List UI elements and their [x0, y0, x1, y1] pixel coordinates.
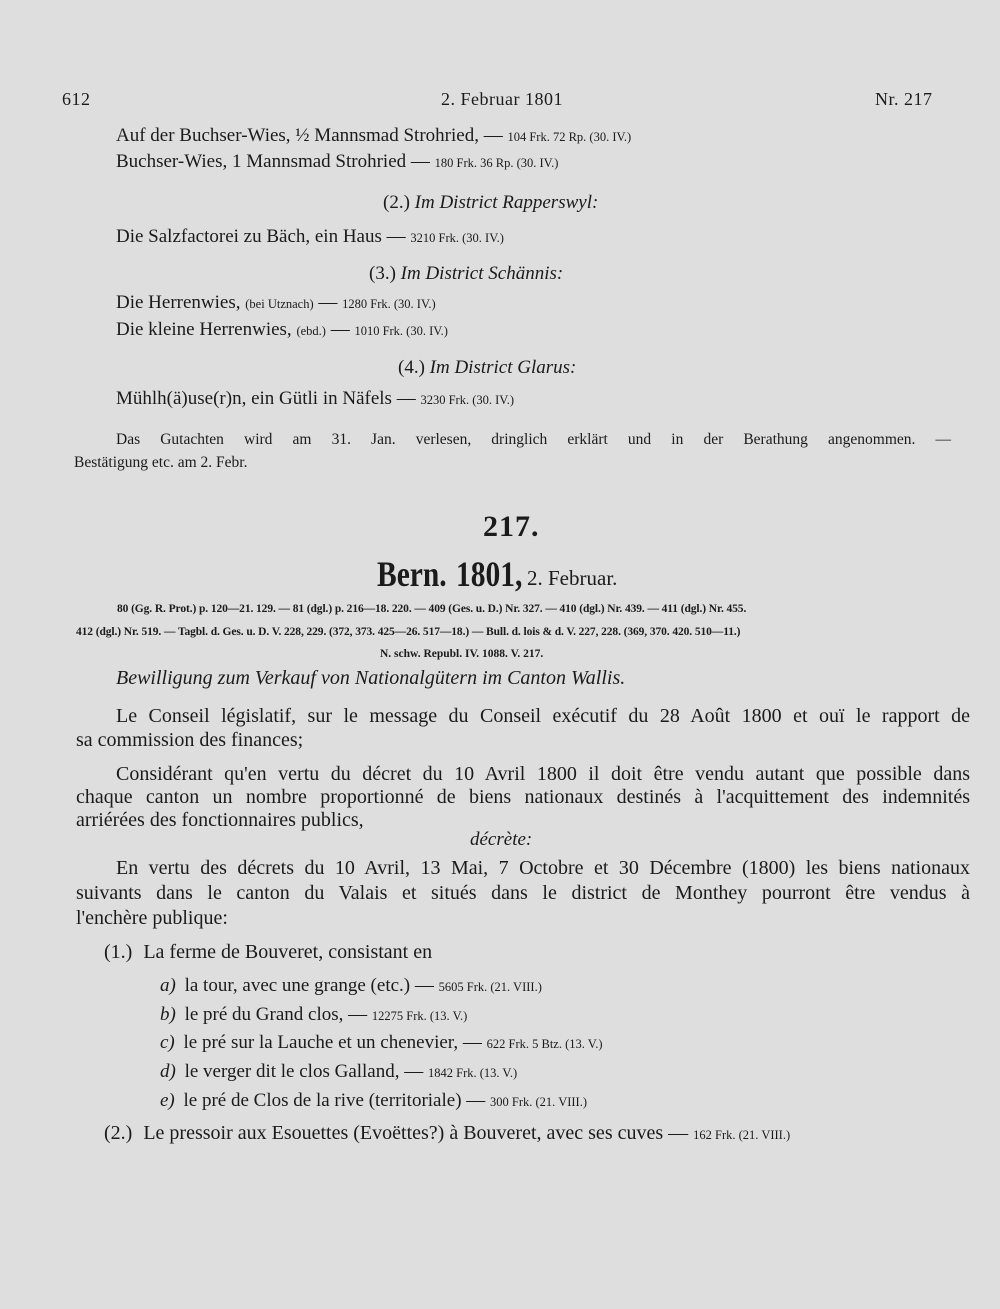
item-number: (1.)	[104, 941, 133, 963]
paragraph-3-line-2: suivants dans le canton du Valais et situés dans le district de Monthey pourront être vendus à	[76, 882, 970, 904]
line-text: Mühlh(ä)use(r)n, ein Gütli in Näfels	[116, 388, 392, 409]
prev-line-5	[116, 320, 448, 339]
dash: —	[330, 319, 350, 340]
running-header-doc-ref: Nr. 217	[875, 89, 933, 109]
line-text: Die Salzfactorei zu Bäch, ein Haus	[116, 226, 382, 247]
paragraph-3-line-1: En vertu des décrets du 10 Avril, 13 Mai, 7 Octobre et 30 Décembre (1800) les biens nationaux	[116, 857, 970, 879]
district-heading-schaennis	[369, 264, 563, 283]
subitem-letter: a)	[160, 975, 176, 996]
amount: 1280 Frk. (30. IV.)	[342, 297, 436, 311]
dash: —	[462, 1032, 482, 1053]
document-date: 2. Februar.	[527, 566, 618, 590]
line-text: Auf der Buchser-Wies, ½ Mannsmad Strohried,	[116, 125, 479, 146]
district-number: (2.)	[383, 192, 410, 213]
subitem-text: le pré sur la Lauche et un chenevier,	[183, 1032, 459, 1053]
amount: 300 Frk. (21. VIII.)	[490, 1095, 588, 1109]
note: (ebd.)	[296, 324, 326, 338]
page-number: 612	[62, 89, 91, 109]
document-number: 217.	[483, 510, 540, 543]
district-name: Im District Glarus:	[429, 357, 577, 378]
subitem-b	[160, 1005, 467, 1024]
subitem-text: le pré du Grand clos,	[184, 1004, 344, 1025]
line-text: Buchser-Wies, 1 Mannsmad Strohried	[116, 151, 407, 172]
district-heading-glarus	[398, 358, 576, 377]
district-name: Im District Schännis:	[400, 263, 564, 284]
running-header-date: 2. Februar 1801	[441, 89, 563, 109]
paragraph-3-line-3: l'enchère publique:	[76, 907, 228, 929]
source-refs-line-2: 412 (dgl.) Nr. 519. — Tagbl. d. Ges. u. D. V. 228, 229. (372, 373. 425—26. 517—18.) — Bull. d. lois & d. V. 227, 228. (369, 370. 420. 510—11.)	[76, 626, 741, 638]
item-text: La ferme de Bouveret, consistant en	[143, 941, 433, 963]
amount: 5605 Frk. (21. VIII.)	[438, 980, 542, 994]
prev-line-2	[116, 152, 558, 171]
dash: —	[483, 125, 503, 146]
amount: 1842 Frk. (13. V.)	[428, 1066, 518, 1080]
dash: —	[466, 1090, 486, 1111]
dash: —	[396, 388, 416, 409]
prev-line-3	[116, 227, 504, 246]
district-number: (4.)	[398, 357, 425, 378]
amount: 1010 Frk. (30. IV.)	[354, 324, 448, 338]
gutachten-line-1: Das Gutachten wird am 31. Jan. verlesen, dringlich erklärt und in der Berathung angenommen. —	[116, 431, 951, 448]
document-place: Bern.	[377, 554, 447, 594]
item-2	[104, 1123, 790, 1143]
prev-line-1	[116, 126, 631, 145]
dash: —	[410, 151, 430, 172]
amount: 104 Frk. 72 Rp. (30. IV.)	[507, 130, 632, 144]
source-refs-line-1: 80 (Gg. R. Prot.) p. 120—21. 129. — 81 (dgl.) p. 216—18. 220. — 409 (Ges. u. D.) Nr. 327. — 410 (dgl.) Nr. 439. — 411 (dgl.) Nr. 455.	[117, 603, 747, 615]
note: (bei Utznach)	[245, 297, 314, 311]
subitem-letter: e)	[160, 1090, 175, 1111]
paragraph-2-line-1: Considérant qu'en vertu du décret du 10 Avril 1800 il doit être vendu autant que possible dans	[116, 763, 970, 785]
subitem-text: le pré de Clos de la rive (territoriale)	[183, 1090, 462, 1111]
subitem-text: la tour, avec une grange (etc.)	[184, 975, 411, 996]
subitem-e	[160, 1091, 587, 1110]
subitem-letter: b)	[160, 1004, 176, 1025]
item-number: (2.)	[104, 1122, 133, 1144]
district-name: Im District Rapperswyl:	[414, 192, 599, 213]
subitem-c	[160, 1033, 603, 1052]
decrete-label: décrète:	[470, 829, 533, 850]
district-number: (3.)	[369, 263, 396, 284]
dash: —	[404, 1061, 424, 1082]
dash: —	[386, 226, 406, 247]
dash: —	[414, 975, 434, 996]
dash: —	[668, 1122, 689, 1144]
line-text: Die kleine Herrenwies,	[116, 319, 292, 340]
amount: 3210 Frk. (30. IV.)	[410, 231, 504, 245]
prev-line-6	[116, 389, 514, 408]
paragraph-1-line-2: sa commission des finances;	[76, 729, 304, 751]
source-refs-line-3: N. schw. Republ. IV. 1088. V. 217.	[380, 648, 544, 660]
gutachten-line-2: Bestätigung etc. am 2. Febr.	[74, 454, 248, 471]
subitem-a	[160, 976, 542, 995]
amount: 162 Frk. (21. VIII.)	[693, 1128, 791, 1142]
subitem-d	[160, 1062, 517, 1081]
dash: —	[318, 292, 338, 313]
amount: 622 Frk. 5 Btz. (13. V.)	[486, 1037, 603, 1051]
subitem-letter: d)	[160, 1061, 176, 1082]
item-1	[104, 942, 432, 962]
dash: —	[348, 1004, 368, 1025]
document-year: 1801,	[456, 554, 523, 594]
subitem-text: le verger dit le clos Galland,	[184, 1061, 400, 1082]
subitem-letter: c)	[160, 1032, 175, 1053]
item-text: Le pressoir aux Esouettes (Evoëttes?) à Bouveret, avec ses cuves	[143, 1122, 664, 1144]
district-heading-rapperswyl	[383, 193, 598, 212]
prev-line-4	[116, 293, 436, 312]
amount: 180 Frk. 36 Rp. (30. IV.)	[434, 156, 559, 170]
paragraph-2-line-2: chaque canton un nombre proportionné de biens nationaux destinés à l'acquittement des indemnités	[76, 786, 970, 808]
document-title: Bewilligung zum Verkauf von Nationalgütern im Canton Wallis.	[116, 667, 626, 689]
amount: 12275 Frk. (13. V.)	[371, 1009, 468, 1023]
amount: 3230 Frk. (30. IV.)	[420, 393, 514, 407]
line-text: Die Herrenwies,	[116, 292, 241, 313]
paragraph-1-line-1: Le Conseil législatif, sur le message du Conseil exécutif du 28 Août 1800 et ouï le rapport de	[116, 705, 970, 727]
paragraph-2-line-3: arriérées des fonctionnaires publics,	[76, 809, 364, 831]
